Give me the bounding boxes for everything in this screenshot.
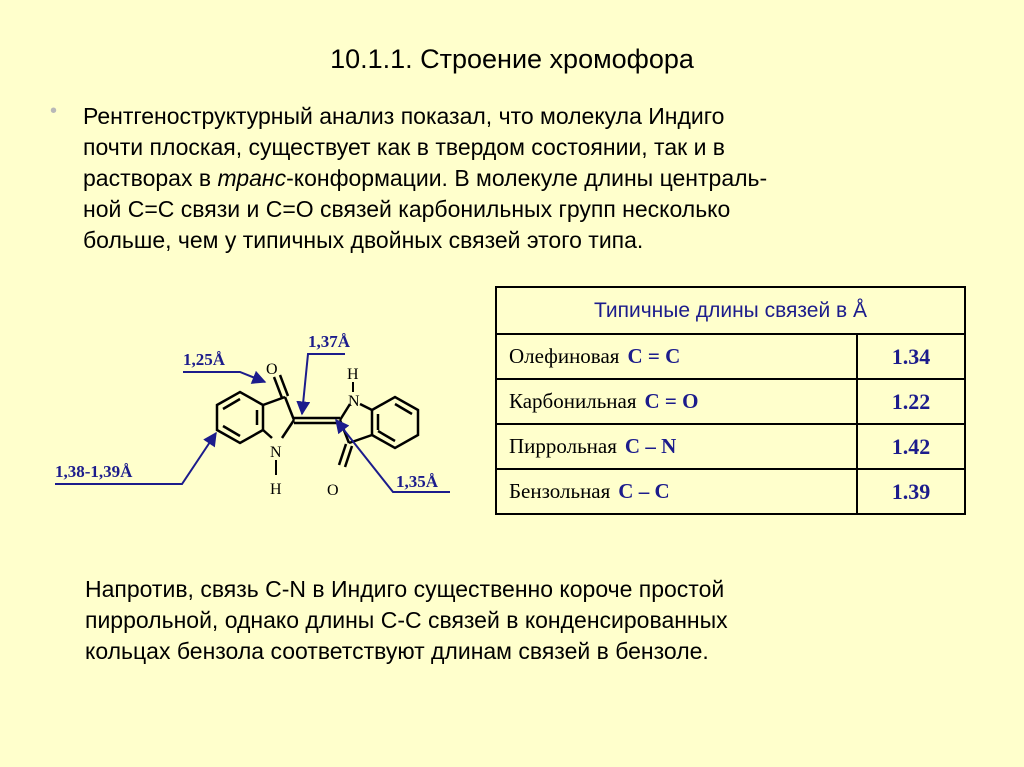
atom-n-top: N (348, 393, 360, 410)
bond-type-name: Бензольная (509, 479, 611, 503)
label-co-length: 1,25Å (183, 350, 226, 369)
para1-line1: Рентгеноструктурный анализ показал, что молекула Индиго (83, 103, 725, 129)
para1-line3 (83, 163, 963, 194)
atom-h-bottom: H (270, 481, 282, 498)
para1-line3-after: -конформации. В молекуле длины централь- (286, 165, 768, 191)
bond-formula: C – C (618, 479, 670, 503)
label-benzene-length: 1,38-1,39Å (55, 462, 133, 481)
para1-line3-before: растворах в (83, 165, 218, 191)
bond-type-cell (496, 379, 857, 424)
table-row (496, 334, 965, 379)
atom-o-bottom: O (327, 482, 339, 499)
conclusion-paragraph (85, 574, 965, 667)
arrow-co (183, 372, 265, 382)
para1-line2: почти плоская, существует как в твердом состоянии, так и в (83, 134, 726, 160)
bond-formula: C = C (627, 344, 681, 368)
para2-line3: кольцах бензола соответствуют длинам связей в бензоле. (85, 638, 709, 664)
para2-line1: Напротив, связь С-N в Индиго существенно короче простой (85, 576, 725, 602)
table-header: Типичные длины связей в Å (496, 287, 965, 334)
indigo-molecule-diagram (40, 310, 490, 510)
label-cc-center-length: 1,37Å (308, 332, 351, 351)
table-row (496, 424, 965, 469)
para1-line5: больше, чем у типичных двойных связей этого типа. (83, 227, 644, 253)
atom-o-top: O (266, 361, 278, 378)
bond-type-cell (496, 334, 857, 379)
bond-value: 1.42 (857, 424, 965, 469)
atom-h-top: H (347, 366, 359, 383)
molecule-bonds (217, 375, 418, 467)
para1-line3-italic: транс (217, 165, 287, 191)
atom-n-bottom: N (270, 444, 282, 461)
bond-type-name: Карбонильная (509, 389, 637, 413)
bond-length-table (495, 286, 966, 515)
bond-type-cell (496, 469, 857, 514)
slide-title: 10.1.1. Строение хромофора (330, 44, 694, 74)
bond-type-name: Олефиновая (509, 344, 620, 368)
bond-value: 1.22 (857, 379, 965, 424)
bond-formula: C – N (624, 434, 677, 458)
bond-type-cell (496, 424, 857, 469)
table-row (496, 469, 965, 514)
intro-paragraph (83, 101, 963, 256)
bullet-marker: • (50, 100, 58, 122)
arrow-cc-center (302, 354, 345, 414)
para1-line4: ной С=С связи и С=О связей карбонильных групп несколько (83, 196, 731, 222)
bond-type-name: Пиррольная (509, 434, 617, 458)
label-cn-length: 1,35Å (396, 472, 439, 491)
para2-line2: пиррольной, однако длины С-С связей в конденсированных (85, 607, 728, 633)
bond-formula: C = O (644, 389, 699, 413)
bond-value: 1.34 (857, 334, 965, 379)
bond-value: 1.39 (857, 469, 965, 514)
table-row (496, 379, 965, 424)
